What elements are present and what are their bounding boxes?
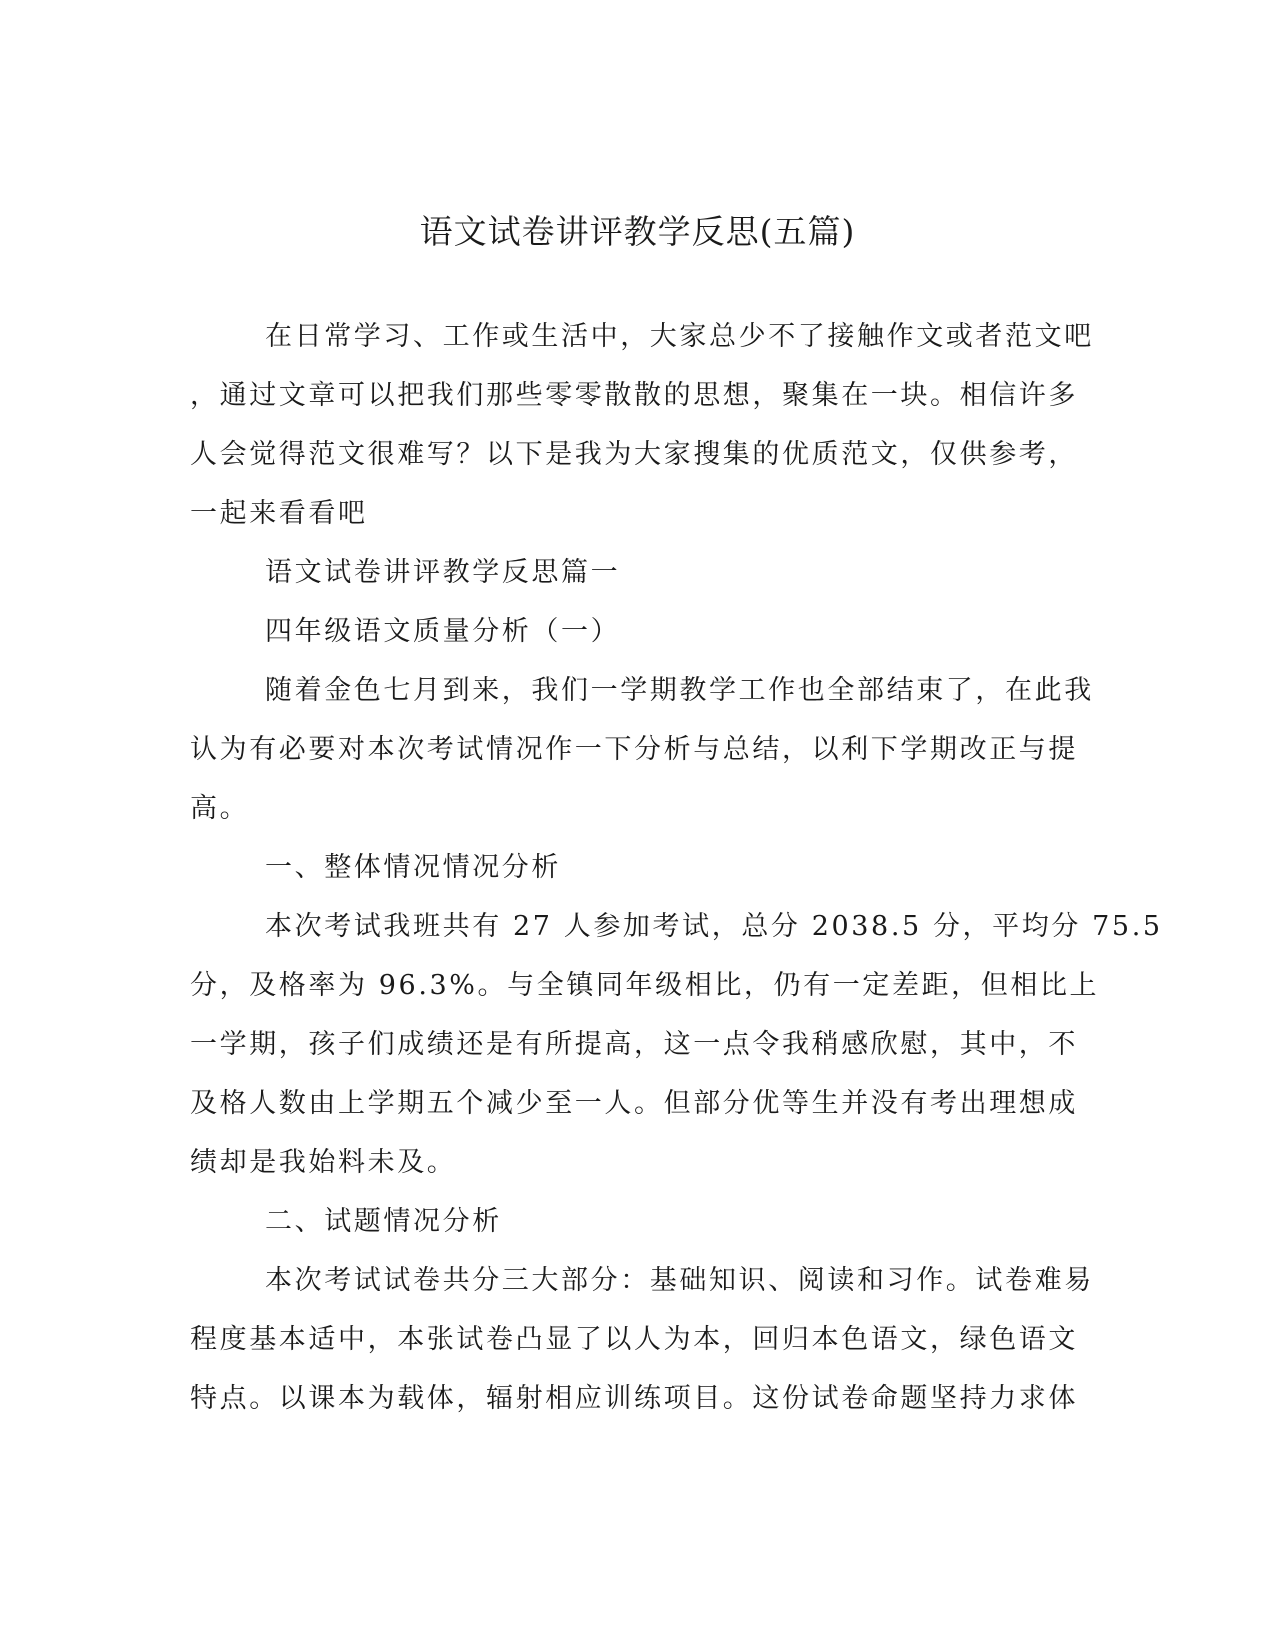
intro-line-4: 一起来看看吧 xyxy=(190,498,368,529)
intro-line-3: 人会觉得范文很难写？以下是我为大家搜集的优质范文，仅供参考， xyxy=(190,439,1078,470)
body-line-7: 及格人数由上学期五个减少至一人。但部分优等生并没有考出理想成 xyxy=(190,1088,1078,1119)
body-line-9: 本次考试试卷共分三大部分：基础知识、阅读和习作。试卷难易 xyxy=(265,1265,1094,1296)
body-line-1: 随着金色七月到来，我们一学期教学工作也全部结束了，在此我 xyxy=(265,675,1094,706)
document-title: 语文试卷讲评教学反思(五篇) xyxy=(419,212,856,251)
body-line-8: 绩却是我始料未及。 xyxy=(190,1147,457,1178)
intro-line-1: 在日常学习、工作或生活中，大家总少不了接触作文或者范文吧 xyxy=(265,321,1094,352)
body-line-11: 特点。以课本为载体，辐射相应训练项目。这份试卷命题坚持力求体 xyxy=(190,1383,1078,1414)
subheading-question-analysis: 二、试题情况分析 xyxy=(265,1206,502,1237)
body-line-10: 程度基本适中，本张试卷凸显了以人为本，回归本色语文，绿色语文 xyxy=(190,1324,1078,1355)
body-line-4: 本次考试我班共有 27 人参加考试，总分 2038.5 分，平均分 75.5 xyxy=(265,911,1163,942)
body-line-2: 认为有必要对本次考试情况作一下分析与总结，以利下学期改正与提 xyxy=(190,734,1078,765)
section-heading-1: 语文试卷讲评教学反思篇一 xyxy=(265,557,621,588)
body-line-6: 一学期，孩子们成绩还是有所提高，这一点令我稍感欣慰，其中，不 xyxy=(190,1029,1078,1060)
body-line-3: 高。 xyxy=(190,793,250,824)
subheading-quality-analysis: 四年级语文质量分析（一） xyxy=(265,616,621,647)
subheading-overall-analysis: 一、整体情况情况分析 xyxy=(265,852,561,883)
body-line-5: 分，及格率为 96.3%。与全镇同年级相比，仍有一定差距，但相比上 xyxy=(190,970,1100,1001)
intro-line-2: ，通过文章可以把我们那些零零散散的思想，聚集在一块。相信许多 xyxy=(190,380,1078,411)
